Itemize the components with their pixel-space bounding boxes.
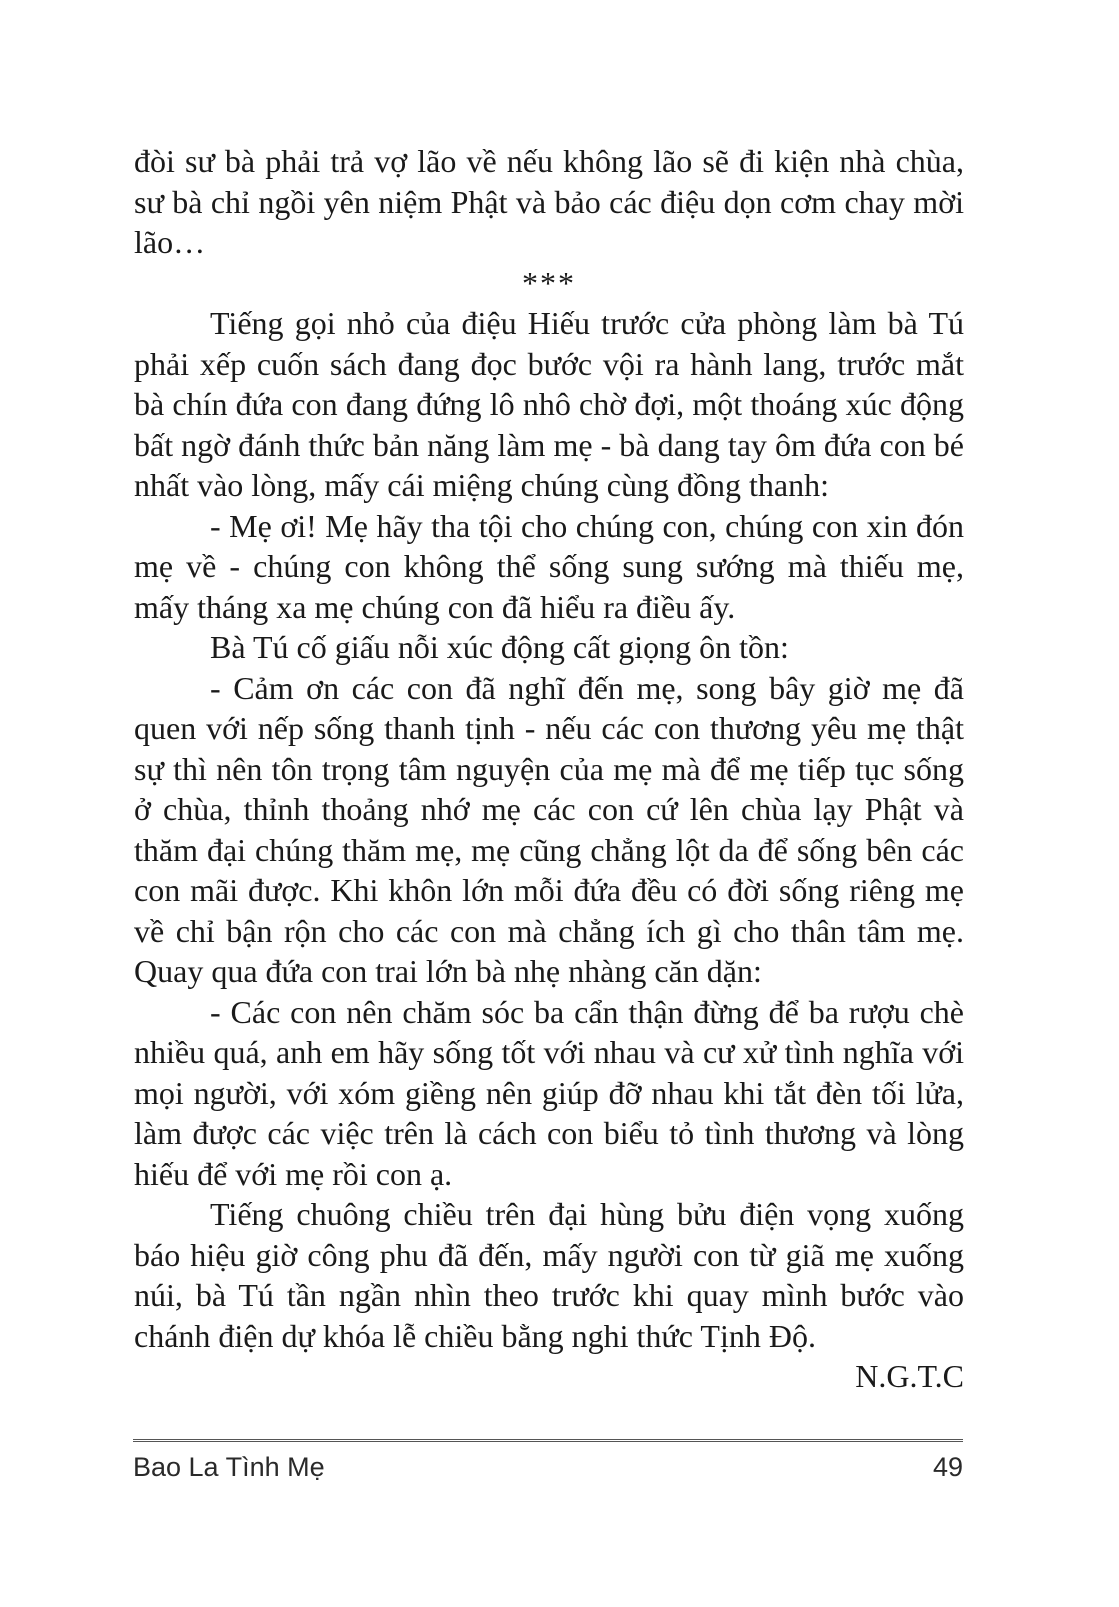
paragraph-6: - Các con nên chăm sóc ba cẩn thận đừng để ba rượu chè nhiều quá, anh em hãy sống tốt với nhau và cư xử tình nghĩa với mọi người, với xóm giềng nên giúp đỡ nhau khi tắt đèn tối lửa, làm được các việc trên là cách con biểu tỏ tình thương và lòng hiếu để với mẹ rồi con ạ. [134, 993, 964, 1192]
paragraph-7: Tiếng chuông chiều trên đại hùng bửu điện vọng xuống báo hiệu giờ công phu đã đến, mấy người con từ giã mẹ xuống núi, bà Tú tần ngần nhìn theo trước khi quay mình bước vào chánh điện dự khóa lễ chiều bằng nghi thức Tịnh Độ. [134, 1196, 964, 1354]
page-body [134, 141, 964, 1397]
page-number: 49 [932, 1452, 963, 1482]
paragraph-3: - Mẹ ơi! Mẹ hãy tha tội cho chúng con, chúng con xin đón mẹ về - chúng con không thể sống sung sướng mà thiếu mẹ, mấy tháng xa mẹ chúng con đã hiểu ra điều ấy. [134, 507, 964, 625]
book-title: Bao La Tình Mẹ [133, 1452, 325, 1482]
paragraph-4: Bà Tú cố giấu nỗi xúc động cất giọng ôn tồn: [210, 629, 789, 665]
footer-divider [133, 1439, 963, 1442]
section-separator: *** [522, 264, 576, 301]
paragraph-2: Tiếng gọi nhỏ của điệu Hiếu trước cửa phòng làm bà Tú phải xếp cuốn sách đang đọc bước vội ra hành lang, trước mắt bà chín đứa con đang đứng lô nhô chờ đợi, một thoáng xúc động bất ngờ đánh thức bản năng làm mẹ - bà dang tay ôm đứa con bé nhất vào lòng, mấy cái miệng chúng cùng đồng thanh: [134, 305, 964, 503]
page-footer [133, 1452, 963, 1492]
author-signature: N.G.T.C [855, 1358, 964, 1394]
paragraph-1: đòi sư bà phải trả vợ lão về nếu không lão sẽ đi kiện nhà chùa, sư bà chỉ ngồi yên niệm Phật và bảo các điệu dọn cơm chay mời lão… [134, 143, 964, 260]
paragraph-5: - Cảm ơn các con đã nghĩ đến mẹ, song bây giờ mẹ đã quen với nếp sống thanh tịnh - nếu các con thương yêu mẹ thật sự thì nên tôn trọng tâm nguyện của mẹ mà để mẹ tiếp tục sống ở chùa, thỉnh thoảng nhớ mẹ các con cứ lên chùa lạy Phật và thăm đại chúng thăm mẹ, mẹ cũng chẳng lột da để sống bên các con mãi được. Khi khôn lớn mỗi đứa đều có đời sống riêng mẹ về chỉ bận rộn cho các con mà chẳng ích gì cho thân tâm mẹ. Quay qua đứa con trai lớn bà nhẹ nhàng căn dặn: [134, 669, 964, 989]
